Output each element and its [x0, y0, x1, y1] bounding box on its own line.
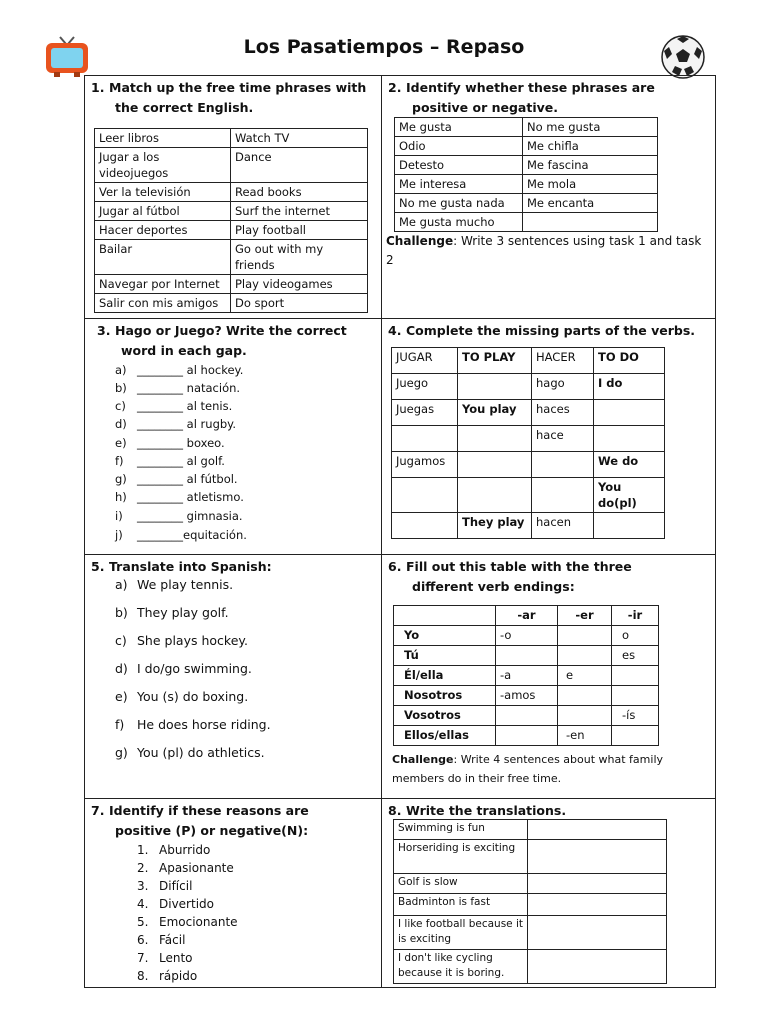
- table-cell: -ir: [612, 606, 659, 626]
- table-row: [394, 606, 659, 626]
- table-cell: [594, 426, 665, 452]
- table-cell: [496, 726, 558, 746]
- table-cell: [458, 478, 532, 513]
- tv-icon: [44, 34, 90, 78]
- task-4-verb-table: [391, 347, 665, 539]
- table-cell: JUGAR: [392, 348, 458, 374]
- table-cell: haces: [532, 400, 594, 426]
- table-cell: hacen: [532, 513, 594, 539]
- table-cell: Juego: [392, 374, 458, 400]
- table-cell: [612, 666, 659, 686]
- table-cell: Navegar por Internet: [95, 275, 231, 294]
- table-row: [394, 950, 667, 984]
- table-cell: [392, 513, 458, 539]
- task-1-match-table: [94, 128, 368, 313]
- table-cell: [594, 400, 665, 426]
- table-row: [395, 137, 658, 156]
- list-item: c) ________ al tenis.: [115, 399, 233, 413]
- table-cell: Badminton is fast: [394, 894, 528, 916]
- table-cell: Play videogames: [231, 275, 368, 294]
- list-item: 4. Divertido: [137, 897, 214, 911]
- table-cell: I don't like cycling because it is boring.: [394, 950, 528, 984]
- challenge-label: Challenge: [386, 234, 454, 248]
- table-cell: Leer libros: [95, 129, 231, 148]
- list-item: e) ________ boxeo.: [115, 436, 225, 450]
- table-cell: You play: [458, 400, 532, 426]
- task-2-title-line1: Identify whether these phrases are: [406, 80, 655, 95]
- table-row: [392, 400, 665, 426]
- table-cell: Nosotros: [394, 686, 496, 706]
- table-cell: [558, 686, 612, 706]
- list-item: a) ________ al hockey.: [115, 363, 244, 377]
- answer-cell[interactable]: [528, 916, 667, 950]
- task-7-title-line2: positive (P) or negative(N):: [115, 823, 309, 838]
- page-title: Los Pasatiempos – Repaso: [243, 36, 525, 58]
- table-cell: I like football because it is exciting: [394, 916, 528, 950]
- task-1-title-line2: the correct English.: [115, 100, 254, 115]
- challenge-label: Challenge: [392, 753, 454, 766]
- table-row: [394, 820, 667, 840]
- table-cell: e: [558, 666, 612, 686]
- table-row: [392, 452, 665, 478]
- table-row: [95, 202, 368, 221]
- task-5-number: 5.: [91, 559, 105, 574]
- list-item: f) He does horse riding.: [115, 717, 271, 732]
- table-cell: Me interesa: [395, 175, 523, 194]
- table-row: [394, 894, 667, 916]
- table-cell: TO DO: [594, 348, 665, 374]
- list-item: 7. Lento: [137, 951, 193, 965]
- table-row: [392, 348, 665, 374]
- table-row: [95, 275, 368, 294]
- task-4-number: 4.: [388, 323, 402, 338]
- list-item: 3. Difícil: [137, 879, 193, 893]
- task-1-number: 1.: [91, 80, 105, 95]
- task-5-section: [85, 555, 382, 799]
- table-cell: No me gusta nada: [395, 194, 523, 213]
- table-row: [394, 666, 659, 686]
- table-cell: Vosotros: [394, 706, 496, 726]
- answer-cell[interactable]: [528, 840, 667, 874]
- table-cell: Surf the internet: [231, 202, 368, 221]
- list-item: j) ________equitación.: [115, 528, 247, 542]
- list-item: g) ________ al fútbol.: [115, 472, 238, 486]
- list-item: g) You (pl) do athletics.: [115, 745, 265, 760]
- table-cell: Me gusta: [395, 118, 523, 137]
- table-cell: Do sport: [231, 294, 368, 313]
- table-cell: -a: [496, 666, 558, 686]
- task-6-endings-table: [393, 605, 659, 746]
- table-cell: [392, 426, 458, 452]
- table-cell: [532, 452, 594, 478]
- table-cell: Él/ella: [394, 666, 496, 686]
- table-cell: Golf is slow: [394, 874, 528, 894]
- table-cell: Detesto: [395, 156, 523, 175]
- table-cell: Tú: [394, 646, 496, 666]
- table-cell: Odio: [395, 137, 523, 156]
- table-cell: Me mola: [523, 175, 658, 194]
- list-item: 1. Aburrido: [137, 843, 211, 857]
- task-2-number: 2.: [388, 80, 402, 95]
- table-cell: Swimming is fun: [394, 820, 528, 840]
- challenge-text: : Write 4 sentences about what family members do in their free time.: [392, 753, 664, 785]
- table-cell: HACER: [532, 348, 594, 374]
- table-row: [394, 706, 659, 726]
- table-cell: Ellos/ellas: [394, 726, 496, 746]
- task-6-section: [382, 555, 715, 799]
- table-row: [394, 626, 659, 646]
- list-item: 8. rápido: [137, 969, 198, 983]
- list-item: 2. Apasionante: [137, 861, 234, 875]
- table-cell: No me gusta: [523, 118, 658, 137]
- table-cell: Bailar: [95, 240, 231, 275]
- task-3-number: 3.: [97, 323, 111, 338]
- table-cell: -amos: [496, 686, 558, 706]
- table-cell: [594, 513, 665, 539]
- list-item: h) ________ atletismo.: [115, 490, 244, 504]
- answer-cell[interactable]: [528, 894, 667, 916]
- list-item: i) ________ gimnasia.: [115, 509, 243, 523]
- task-3-section: [85, 319, 382, 555]
- table-row: [394, 726, 659, 746]
- table-cell: Jugar al fútbol: [95, 202, 231, 221]
- table-cell: [558, 626, 612, 646]
- task-2-section: [382, 76, 715, 319]
- table-row: [395, 213, 658, 232]
- table-cell: [394, 606, 496, 626]
- task-4-section: [382, 319, 715, 555]
- answer-cell[interactable]: [528, 950, 667, 984]
- task-4-title-line1: Complete the missing parts of the verbs.: [406, 323, 696, 338]
- task-1-section: [85, 76, 382, 319]
- table-cell: [458, 426, 532, 452]
- table-cell: Play football: [231, 221, 368, 240]
- task-2-title-line2: positive or negative.: [412, 100, 558, 115]
- list-item: d) I do/go swimming.: [115, 661, 252, 676]
- list-item: d) ________ al rugby.: [115, 417, 236, 431]
- table-cell: We do: [594, 452, 665, 478]
- table-cell: -o: [496, 626, 558, 646]
- task-1-title-line1: Match up the free time phrases with: [109, 80, 367, 95]
- table-row: [395, 156, 658, 175]
- list-item: b) ________ natación.: [115, 381, 241, 395]
- table-cell: hago: [532, 374, 594, 400]
- table-row: [394, 840, 667, 874]
- table-cell: Watch TV: [231, 129, 368, 148]
- task-6-title-line1: Fill out this table with the three: [406, 559, 632, 574]
- task-8-section: [382, 799, 715, 987]
- list-item: c) She plays hockey.: [115, 633, 248, 648]
- table-cell: Me encanta: [523, 194, 658, 213]
- list-item: e) You (s) do boxing.: [115, 689, 249, 704]
- table-row: [395, 175, 658, 194]
- task-7-section: [85, 799, 382, 987]
- table-cell: o: [612, 626, 659, 646]
- table-row: [394, 874, 667, 894]
- table-row: [394, 686, 659, 706]
- table-row: [395, 118, 658, 137]
- table-cell: -ar: [496, 606, 558, 626]
- table-cell: I do: [594, 374, 665, 400]
- table-cell: They play: [458, 513, 532, 539]
- table-cell: [523, 213, 658, 232]
- table-cell: You do(pl): [594, 478, 665, 513]
- list-item: a) We play tennis.: [115, 577, 234, 592]
- challenge-text: : Write 3 sentences using task 1 and task 2: [386, 234, 702, 267]
- table-cell: hace: [532, 426, 594, 452]
- answer-cell[interactable]: [528, 874, 667, 894]
- task-7-number: 7.: [91, 803, 105, 818]
- list-item: 5. Emocionante: [137, 915, 238, 929]
- table-cell: [612, 726, 659, 746]
- task-3-title-line2: word in each gap.: [121, 343, 247, 358]
- table-row: [392, 374, 665, 400]
- task-6-number: 6.: [388, 559, 402, 574]
- table-cell: [392, 478, 458, 513]
- table-cell: Me fascina: [523, 156, 658, 175]
- table-cell: Dance: [231, 148, 368, 183]
- table-cell: Go out with my friends: [231, 240, 368, 275]
- table-row: [394, 646, 659, 666]
- task-8-number: 8.: [388, 803, 402, 818]
- table-cell: -ís: [612, 706, 659, 726]
- task-6-challenge: [392, 750, 702, 788]
- table-cell: Horseriding is exciting: [394, 840, 528, 874]
- task-6-title-line2: different verb endings:: [412, 579, 575, 594]
- table-cell: [496, 706, 558, 726]
- table-cell: Read books: [231, 183, 368, 202]
- table-cell: [458, 374, 532, 400]
- table-cell: Ver la televisión: [95, 183, 231, 202]
- table-cell: TO PLAY: [458, 348, 532, 374]
- list-item: b) They play golf.: [115, 605, 229, 620]
- table-cell: [458, 452, 532, 478]
- table-row: [95, 183, 368, 202]
- table-cell: Me chifla: [523, 137, 658, 156]
- table-row: [392, 426, 665, 452]
- task-2-challenge: [386, 232, 702, 270]
- table-cell: [532, 478, 594, 513]
- table-cell: Juegas: [392, 400, 458, 426]
- table-cell: Jugar a los videojuegos: [95, 148, 231, 183]
- table-cell: [558, 706, 612, 726]
- table-cell: es: [612, 646, 659, 666]
- table-row: [95, 294, 368, 313]
- list-item: 6. Fácil: [137, 933, 186, 947]
- table-cell: -er: [558, 606, 612, 626]
- table-row: [392, 513, 665, 539]
- table-row: [95, 148, 368, 183]
- table-cell: [558, 646, 612, 666]
- table-row: [395, 194, 658, 213]
- table-cell: -en: [558, 726, 612, 746]
- table-row: [394, 916, 667, 950]
- table-cell: Salir con mis amigos: [95, 294, 231, 313]
- worksheet-grid: [84, 75, 716, 988]
- list-item: f) ________ al golf.: [115, 454, 225, 468]
- task-8-title-line1: Write the translations.: [406, 803, 567, 818]
- task-2-phrase-table: [394, 117, 658, 232]
- task-7-title-line1: Identify if these reasons are: [109, 803, 309, 818]
- table-cell: Hacer deportes: [95, 221, 231, 240]
- football-icon: [660, 34, 706, 80]
- answer-cell[interactable]: [528, 820, 667, 840]
- table-cell: [496, 646, 558, 666]
- task-5-title-line1: Translate into Spanish:: [109, 559, 272, 574]
- table-row: [392, 478, 665, 513]
- table-cell: [612, 686, 659, 706]
- task-8-translation-table: [393, 819, 667, 984]
- table-row: [95, 129, 368, 148]
- table-cell: Jugamos: [392, 452, 458, 478]
- table-row: [95, 221, 368, 240]
- task-3-title-line1: Hago or Juego? Write the correct: [115, 323, 347, 338]
- table-cell: Me gusta mucho: [395, 213, 523, 232]
- table-row: [95, 240, 368, 275]
- table-cell: Yo: [394, 626, 496, 646]
